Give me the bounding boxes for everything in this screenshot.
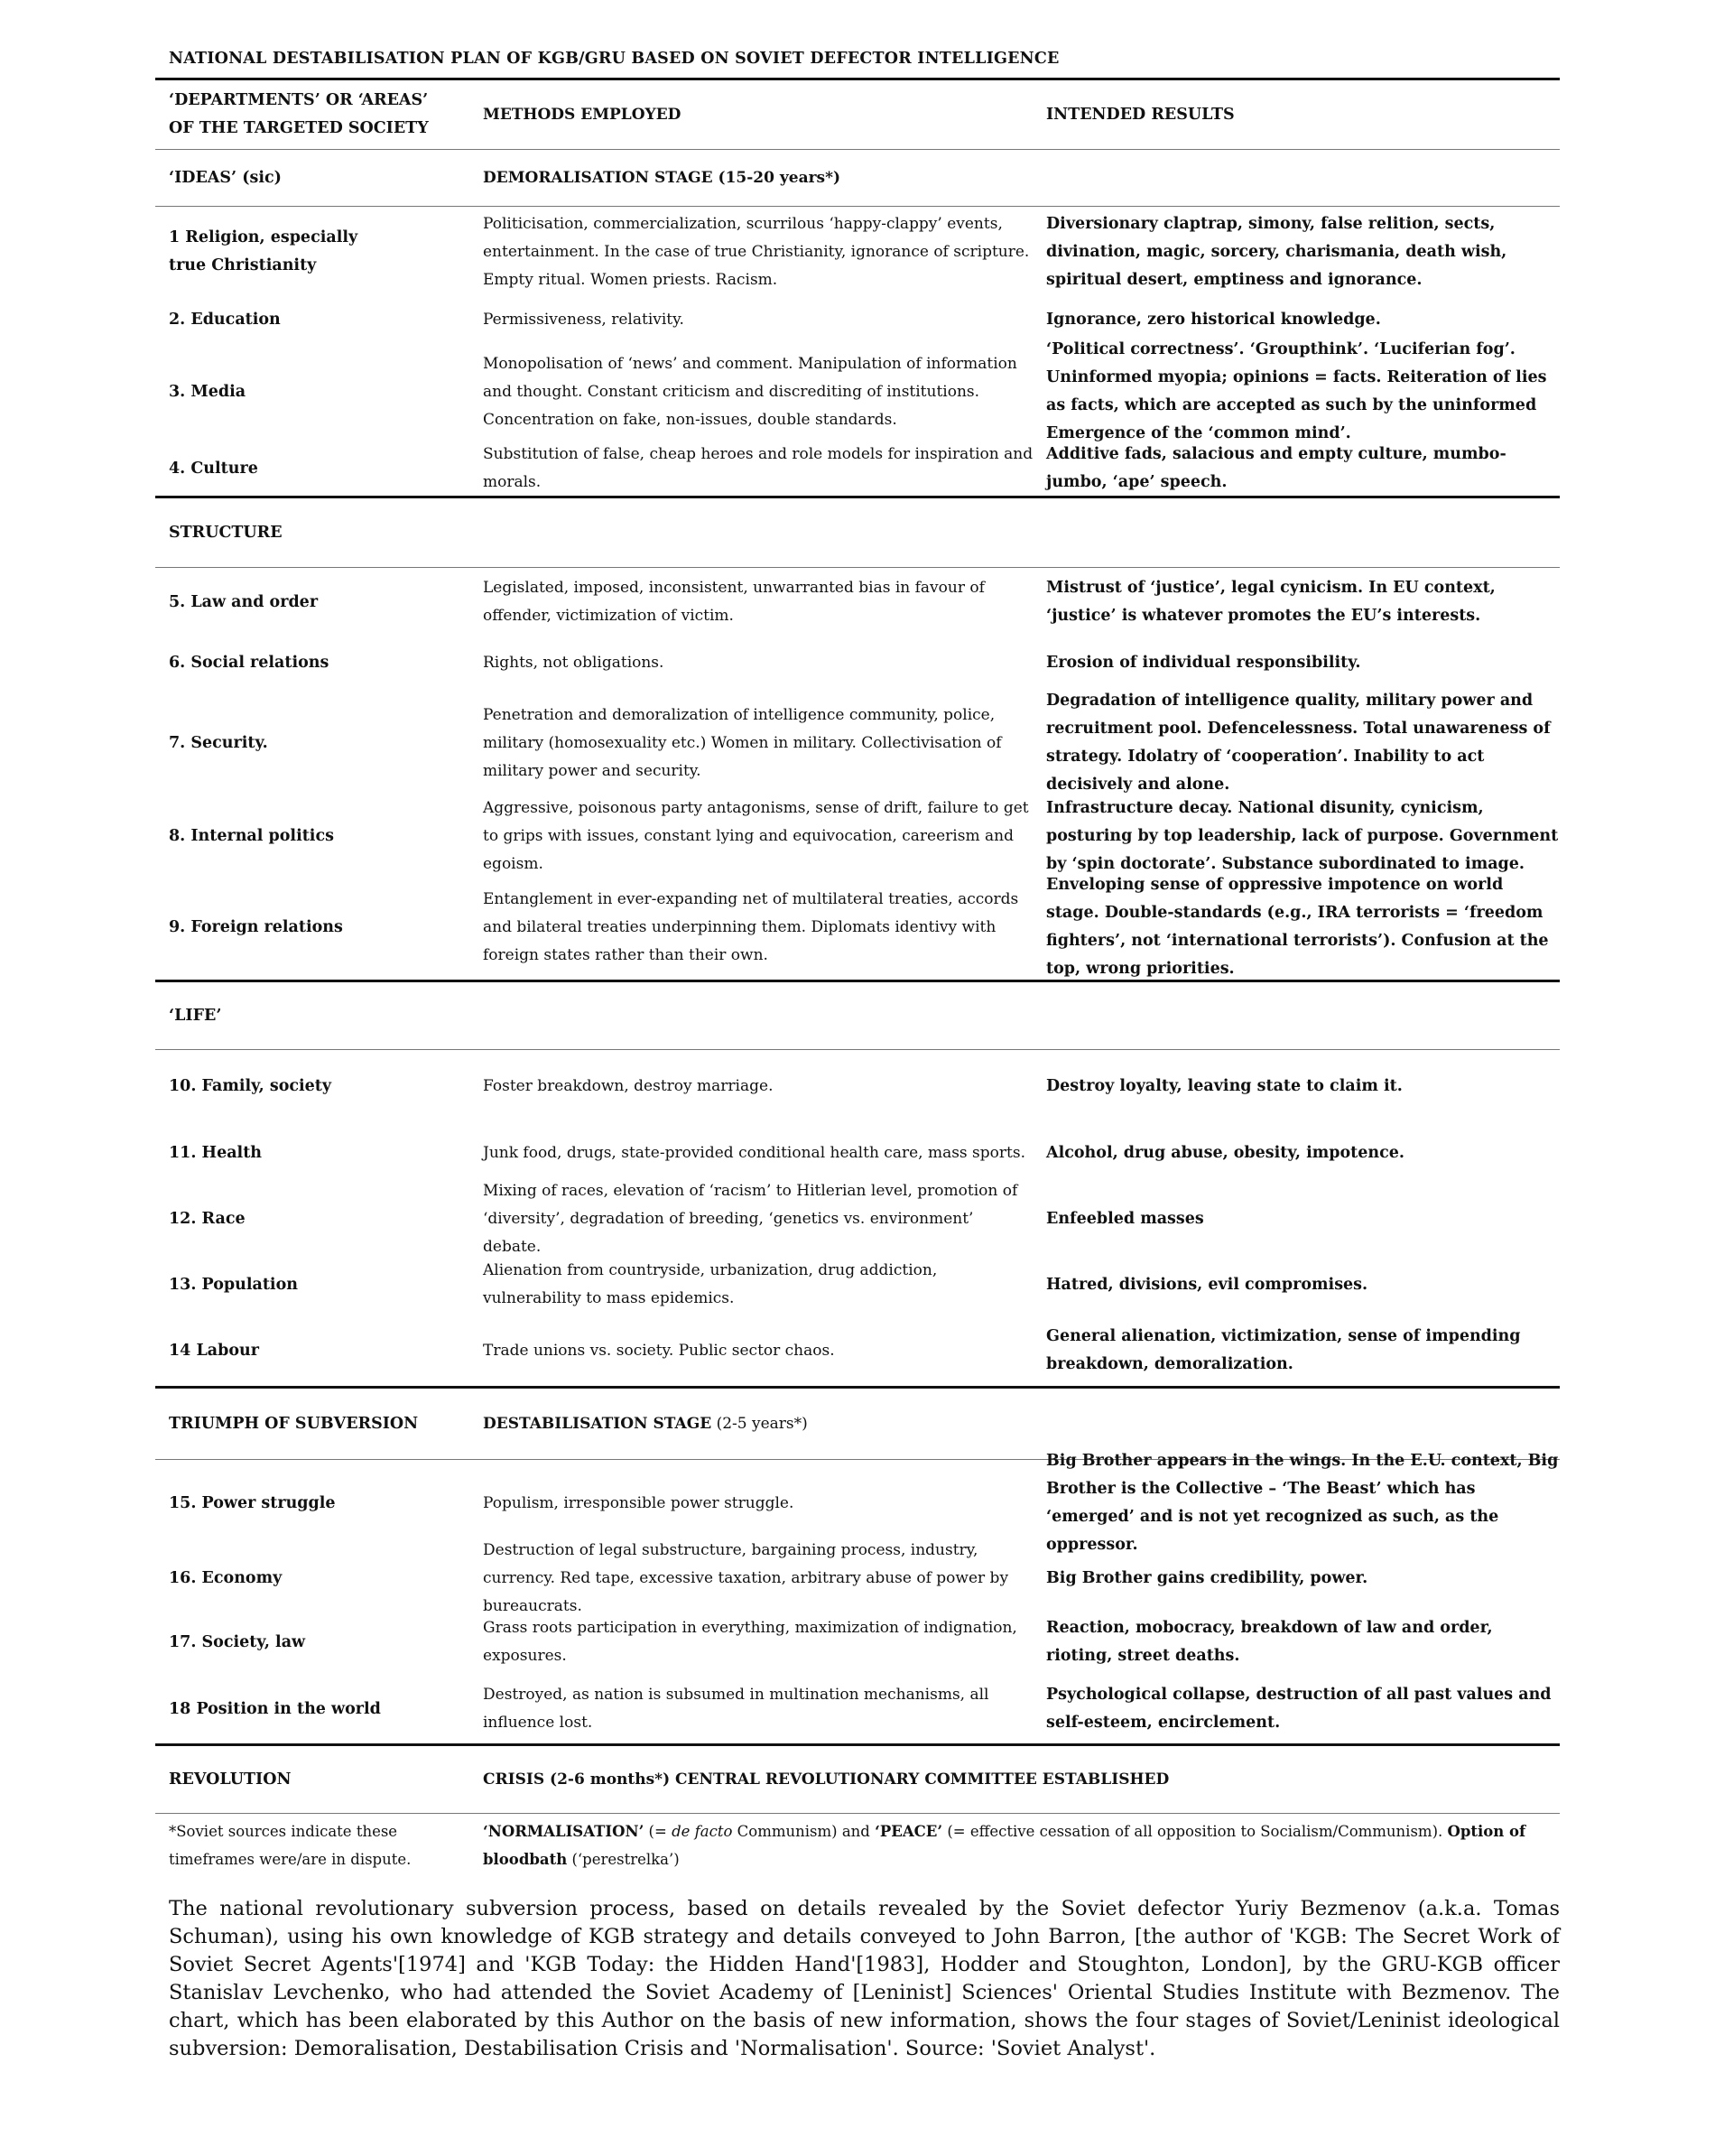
method-cell: Mixing of races, elevation of ‘racism’ to Hitlerian level, promotion of ‘diversity’, degradation of breeding, ‘genetics vs. environment’ debate. [483, 1181, 1018, 1256]
table-row [155, 441, 1560, 496]
header-row [155, 80, 1560, 149]
footer-text-italic: de facto [672, 1823, 733, 1840]
result-cell: Degradation of intelligence quality, military power and recruitment pool. Defencelessness. Total unawareness of strategy. Idolatry of ‘cooperation’. Inability to act decisively and alone. [1046, 692, 1551, 794]
sections-container [155, 150, 1560, 1743]
section-label: STRUCTURE [169, 523, 283, 542]
area-cell: 14 Labour [169, 1341, 259, 1360]
area-cell: 8. Internal politics [169, 826, 334, 845]
header-areas [155, 87, 483, 143]
method-cell: Foster breakdown, destroy marriage. [483, 1076, 774, 1095]
table-row [155, 797, 1560, 875]
area-cell: 6. Social relations [169, 653, 329, 672]
area-cell: 7. Security. [169, 733, 268, 752]
result-cell: ‘Political correctness’. ‘Groupthink’. ‘Luciferian fog’. Uninformed myopia; opinions = facts. Reiteration of lies as facts, which are accepted as such by the uninformed Emergence of the ‘common mind’. [1046, 340, 1547, 442]
area-cell: 5. Law and order [169, 592, 319, 611]
footer-note: *Soviet sources indicate these timeframes were/are in dispute. [169, 1823, 412, 1868]
result-cell: Destroy loyalty, leaving state to claim it. [1046, 1076, 1403, 1095]
method-cell: Alienation from countryside, urbanization, drug addiction, vulnerability to mass epidemics. [483, 1261, 938, 1307]
section-label-row [155, 498, 1560, 567]
table-row [155, 1122, 1560, 1184]
method-cell: Substitution of false, cheap heroes and role models for inspiration and morals. [483, 445, 1034, 491]
method-cell: Penetration and demoralization of intelligence community, police, military (homosexuality etc.) Women in military. Collectivisation of military power and security. [483, 705, 1002, 780]
result-cell: Additive fads, salacious and empty culture, mumbo-jumbo, ‘ape’ speech. [1046, 445, 1506, 491]
section-label-row [155, 982, 1560, 1049]
document [155, 47, 1560, 2063]
footer-normalisation-term: ‘NORMALISATION’ [483, 1823, 644, 1840]
table-row [155, 342, 1560, 441]
footer-text-1: (= [644, 1823, 672, 1840]
document-title: NATIONAL DESTABILISATION PLAN OF KGB/GRU BASED ON SOVIET DEFECTOR INTELLIGENCE [169, 50, 1060, 68]
method-cell: Rights, not obligations. [483, 653, 664, 672]
result-cell: Infrastructure decay. National disunity, cynicism, posturing by top leadership, lack of purpose. Government by ‘spin doctorate’. Substance subordinated to image. [1046, 798, 1559, 873]
method-cell: Trade unions vs. society. Public sector chaos. [483, 1341, 835, 1360]
method-cell: Aggressive, poisonous party antagonisms, sense of drift, failure to get to grips with issues, constant lying and equivocation, careerism and egoism. [483, 798, 1029, 873]
footer-text-4: (‘perestrelka’) [567, 1851, 680, 1868]
table-row [155, 1254, 1560, 1315]
method-cell: Junk food, drugs, state-provided conditional health care, mass sports. [483, 1143, 1025, 1162]
table-row [155, 568, 1560, 637]
table-row [155, 689, 1560, 797]
caption: The national revolutionary subversion process, based on details revealed by the Soviet defector Yuriy Bezmenov (a.k.a. Tomas Schuman), using his own knowledge of KGB strategy and details conveyed to John Barron, [the author of 'KGB: The Secret Work of Soviet Secret Agents'[1974] and 'KGB Today: the Hidden Hand'[1983], Hodder and Stoughton, London], by the GRU-KGB officer Stanislav Levchenko, who had attended the Soviet Academy of [Leninist] Sciences' Oriental Studies Institute with Bezmenov. The chart, which has been elaborated by this Author on the basis of new information, shows the four stages of Soviet/Leninist ideological subversion: Demoralisation, Destabilisation Crisis and 'Normalisation'. Source: 'Soviet Analyst'. [169, 1897, 1560, 2060]
area-cell: 16. Economy [169, 1568, 283, 1587]
area-cell: 1 Religion, especially true Christianity [169, 228, 358, 274]
section-label: ‘LIFE’ [169, 1006, 222, 1025]
section-label-row [155, 150, 1560, 206]
area-cell: 2. Education [169, 310, 281, 329]
method-cell: Permissiveness, relativity. [483, 310, 684, 329]
area-cell: 3. Media [169, 382, 246, 401]
header-methods: METHODS EMPLOYED [483, 105, 681, 124]
footer-text-2: Communism) and [732, 1823, 876, 1840]
method-cell: Entanglement in ever-expanding net of multilateral treaties, accords and bilateral treaties underpinning them. Diplomats identivy with foreign states rather than their own. [483, 889, 1019, 964]
method-cell: Monopolisation of ‘news’ and comment. Manipulation of information and thought. Constant criticism and discrediting of institutions. Concentration on fake, non-issues, double standards. [483, 354, 1017, 429]
result-cell: Hatred, divisions, evil compromises. [1046, 1275, 1368, 1294]
area-cell: 18 Position in the world [169, 1699, 381, 1718]
result-cell: Ignorance, zero historical knowledge. [1046, 310, 1381, 329]
footer-text-3: (= effective cessation of all opposition to Socialism/Communism). [942, 1823, 1448, 1840]
revolution-stage: CRISIS (2-6 months*) CENTRAL REVOLUTIONARY COMMITTEE ESTABLISHED [483, 1770, 1170, 1789]
footer-normalisation [483, 1817, 1560, 1873]
method-cell: Politicisation, commercialization, scurrilous ‘happy-clappy’ events, entertainment. In the case of true Christianity, ignorance of scripture. Empty ritual. Women priests. Racism. [483, 214, 1030, 289]
method-cell: Grass roots participation in everything, maximization of indignation, exposures. [483, 1619, 1017, 1665]
revolution-row [155, 1746, 1560, 1813]
method-cell: Populism, irresponsible power struggle. [483, 1493, 794, 1512]
area-cell: 15. Power struggle [169, 1493, 336, 1512]
footer-row [155, 1814, 1560, 1877]
result-cell: Reaction, mobocracy, breakdown of law and order, rioting, street deaths. [1046, 1619, 1493, 1665]
table-row [155, 1181, 1560, 1256]
section-label: TRIUMPH OF SUBVERSION [169, 1414, 419, 1433]
result-cell: Big Brother appears in the wings. In the E.U. context, Big Brother is the Collective – ‘The Beast’ which has ‘emerged’ and is not yet recognized as such, as the oppressor. [1046, 1452, 1559, 1554]
revolution-label: REVOLUTION [169, 1770, 292, 1789]
area-cell: 10. Family, society [169, 1076, 332, 1095]
table-row [155, 207, 1560, 297]
section-stage-normal: (2-5 years*) [711, 1414, 808, 1433]
header-areas-line2: OF THE TARGETED SOCIETY [169, 119, 429, 137]
footer-bloodbath-term: Option of bloodbath [483, 1823, 1526, 1868]
area-cell: 17. Society, law [169, 1632, 306, 1651]
footer-peace-term: ‘PEACE’ [875, 1823, 943, 1840]
area-cell: 11. Health [169, 1143, 263, 1162]
result-cell: Big Brother gains credibility, power. [1046, 1568, 1368, 1587]
section-stage [483, 1410, 1560, 1438]
section-stage-bold: DEMORALISATION STAGE (15-20 years*) [483, 168, 841, 187]
result-cell: Enfeebled masses [1046, 1209, 1204, 1228]
header-results: INTENDED RESULTS [1046, 105, 1235, 124]
section-stage [483, 164, 1560, 192]
result-cell: General alienation, victimization, sense of impending breakdown, demoralization. [1046, 1327, 1521, 1373]
area-cell: 9. Foreign relations [169, 917, 343, 936]
area-cell: 13. Population [169, 1275, 298, 1294]
result-cell: Mistrust of ‘justice’, legal cynicism. In EU context, ‘justice’ is whatever promotes the EU’s interests. [1046, 579, 1496, 625]
table-row [155, 637, 1560, 689]
result-cell: Psychological collapse, destruction of all past values and self-esteem, encirclement. [1046, 1686, 1552, 1732]
table-row [155, 1675, 1560, 1743]
section-stage-bold: DESTABILISATION STAGE [483, 1414, 712, 1433]
section-label: ‘IDEAS’ (sic) [169, 168, 282, 187]
table-row [155, 875, 1560, 980]
table-row [155, 1050, 1560, 1122]
area-cell: 4. Culture [169, 459, 258, 478]
result-cell: Erosion of individual responsibility. [1046, 653, 1361, 672]
result-cell: Diversionary claptrap, simony, false relition, sects, divination, magic, sorcery, charismania, death wish, spiritual desert, emptiness and ignorance. [1046, 214, 1507, 289]
method-cell: Destroyed, as nation is subsumed in multination mechanisms, all influence lost. [483, 1686, 989, 1732]
table-row [155, 1452, 1560, 1554]
table-row [155, 1315, 1560, 1386]
header-areas-line1: ‘DEPARTMENTS’ OR ‘AREAS’ [169, 91, 429, 109]
result-cell: Alcohol, drug abuse, obesity, impotence. [1046, 1143, 1404, 1162]
method-cell: Legislated, imposed, inconsistent, unwarranted bias in favour of offender, victimization of victim. [483, 579, 985, 625]
table-row [155, 1610, 1560, 1675]
area-cell: 12. Race [169, 1209, 246, 1228]
result-cell: Enveloping sense of oppressive impotence on world stage. Double-standards (e.g., IRA terrorists = ‘freedom fighters’, not ‘international terrorists’). Confusion at the top, wrong priorities. [1046, 876, 1549, 978]
method-cell: Destruction of legal substructure, bargaining process, industry, currency. Red tape, excessive taxation, arbitrary abuse of power by bureaucrats. [483, 1540, 1009, 1615]
